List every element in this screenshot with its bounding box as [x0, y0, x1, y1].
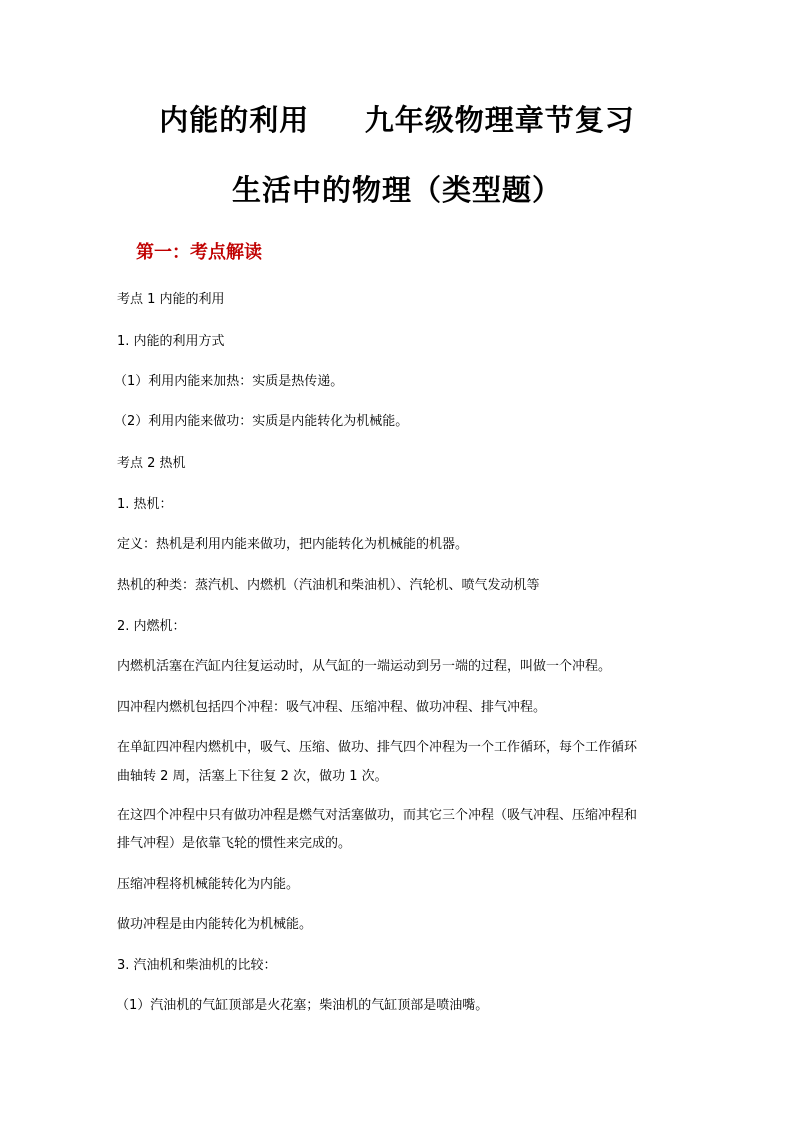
- paragraph: 定义：热机是利用内能来做功，把内能转化为机械能的机器。: [117, 537, 469, 552]
- paragraph: 压缩冲程将机械能转化为内能。: [117, 877, 300, 892]
- paragraph: （2）利用内能来做功：实质是内能转化为机械能。: [114, 414, 409, 429]
- document-title: 内能的利用 九年级物理章节复习: [159, 103, 635, 137]
- paragraph: 曲轴转 2 周，活塞上下往复 2 次，做功 1 次。: [117, 769, 388, 784]
- paragraph: （1）利用内能来加热：实质是热传递。: [114, 374, 344, 389]
- paragraph: 在单缸四冲程内燃机中，吸气、压缩、做功、排气四个冲程为一个工作循环，每个工作循环: [117, 740, 638, 755]
- paragraph: （1）汽油机的气缸顶部是火花塞；柴油机的气缸顶部是喷油嘴。: [116, 998, 489, 1013]
- topic-heading-1: 考点 1 内能的利用: [117, 292, 225, 307]
- topic-heading-2: 考点 2 热机: [117, 456, 186, 471]
- paragraph: 热机的种类：蒸汽机、内燃机（汽油机和柴油机）、汽轮机、喷气发动机等: [117, 578, 540, 593]
- paragraph: 1. 热机：: [117, 497, 173, 512]
- section-heading: 第一：考点解读: [136, 242, 262, 263]
- paragraph: 四冲程内燃机包括四个冲程：吸气冲程、压缩冲程、做功冲程、排气冲程。: [117, 700, 547, 715]
- paragraph: 在这四个冲程中只有做功冲程是燃气对活塞做功，而其它三个冲程（吸气冲程、压缩冲程和: [117, 808, 638, 823]
- paragraph: 做功冲程是由内能转化为机械能。: [117, 917, 313, 932]
- document-subtitle: 生活中的物理（类型题）: [231, 173, 562, 207]
- paragraph: 3. 汽油机和柴油机的比较：: [117, 958, 277, 973]
- paragraph: 内燃机活塞在汽缸内往复运动时，从气缸的一端运动到另一端的过程，叫做一个冲程。: [117, 659, 612, 674]
- paragraph: 排气冲程）是依靠飞轮的惯性来完成的。: [117, 836, 352, 851]
- paragraph: 1. 内能的利用方式: [117, 334, 225, 349]
- paragraph: 2. 内燃机：: [117, 619, 186, 634]
